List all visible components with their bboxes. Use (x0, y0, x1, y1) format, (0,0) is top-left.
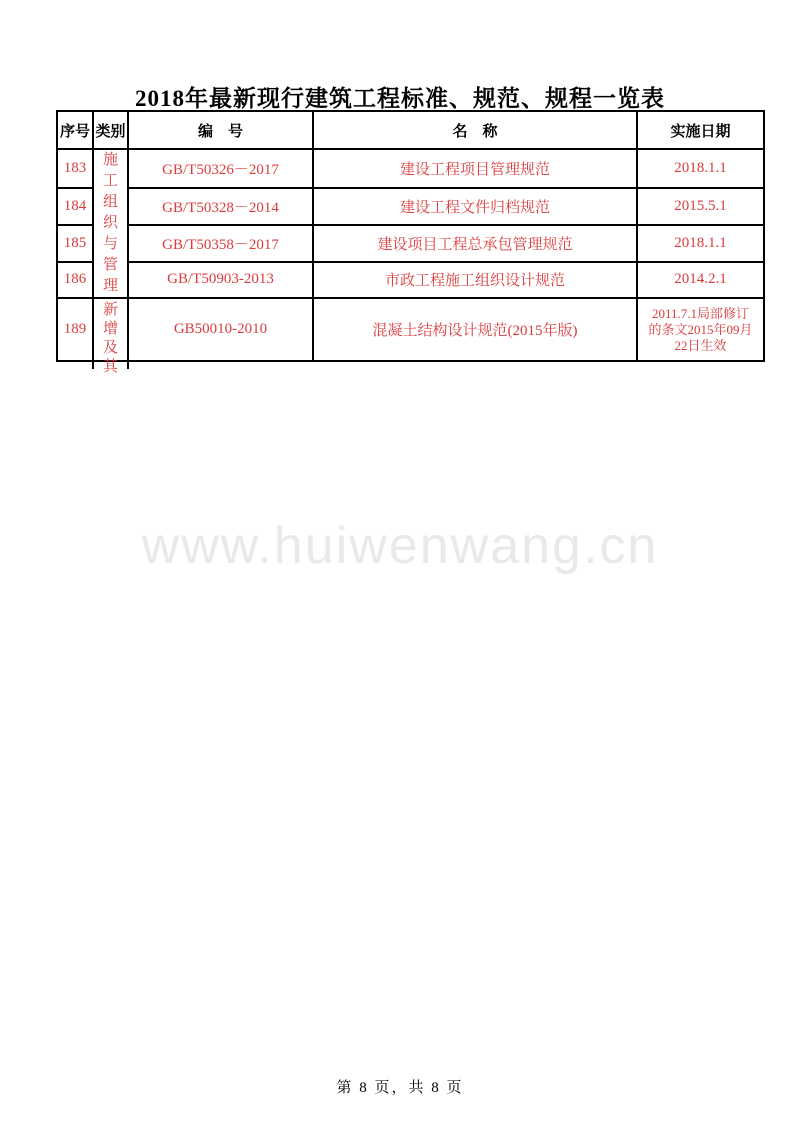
code-cell: GB/T50358－2017 (128, 225, 313, 261)
header-cell-category: 类别 (93, 111, 128, 149)
header-cell-name: 名 称 (313, 111, 637, 149)
page-number-footer: 第 8 页，共 8 页 (336, 1080, 464, 1096)
code-cell: GB/T50903-2013 (128, 262, 313, 299)
name-cell: 市政工程施工组织设计规范 (313, 262, 637, 299)
row-number-cell: 183 (57, 149, 93, 188)
code-cell: GB/T50326－2017 (128, 149, 313, 188)
header-cell-date: 实施日期 (637, 111, 764, 149)
code-cell: GB50010-2010 (128, 298, 313, 361)
table-header-row (57, 111, 764, 149)
table-row (57, 262, 764, 299)
name-cell: 建设工程文件归档规范 (313, 188, 637, 226)
date-cell (637, 298, 764, 361)
row-number-cell: 185 (57, 225, 93, 261)
header-cell-serial: 序号 (57, 111, 93, 149)
date-cell: 2015.5.1 (637, 188, 764, 226)
date-line: 2011.7.1局部修订 (651, 305, 750, 321)
category-cell-construction-management (93, 149, 128, 298)
table-row (57, 298, 764, 361)
name-cell: 建设项目工程总承包管理规范 (313, 225, 637, 261)
header-cell-code: 编 号 (128, 111, 313, 149)
category-vertical-label: 施工组织与管理 (103, 152, 119, 294)
table-row (57, 149, 764, 188)
date-cell: 2018.1.1 (637, 149, 764, 188)
standards-table (56, 110, 765, 373)
date-line: 的条文2015年09月 (648, 321, 753, 337)
row-number-cell: 189 (57, 298, 93, 361)
date-cell: 2018.1.1 (637, 225, 764, 261)
category-cell-new-additions (93, 298, 128, 373)
date-cell: 2014.2.1 (637, 262, 764, 299)
standards-table-container (56, 110, 765, 373)
row-number-cell: 186 (57, 262, 93, 299)
category-vertical-label: 新增及其 (103, 302, 119, 373)
date-line: 22日生效 (674, 337, 727, 353)
table-row (57, 225, 764, 261)
page-title: 2018年最新现行建筑工程标准、规范、规程一览表 (135, 86, 665, 111)
code-cell: GB/T50328－2014 (128, 188, 313, 226)
watermark-text: www.huiwenwang.cn (141, 517, 659, 575)
table-row (57, 188, 764, 226)
category-clipped-wrap (94, 301, 127, 373)
row-number-cell: 184 (57, 188, 93, 226)
name-cell: 建设工程项目管理规范 (313, 149, 637, 188)
name-cell: 混凝土结构设计规范(2015年版) (313, 298, 637, 361)
